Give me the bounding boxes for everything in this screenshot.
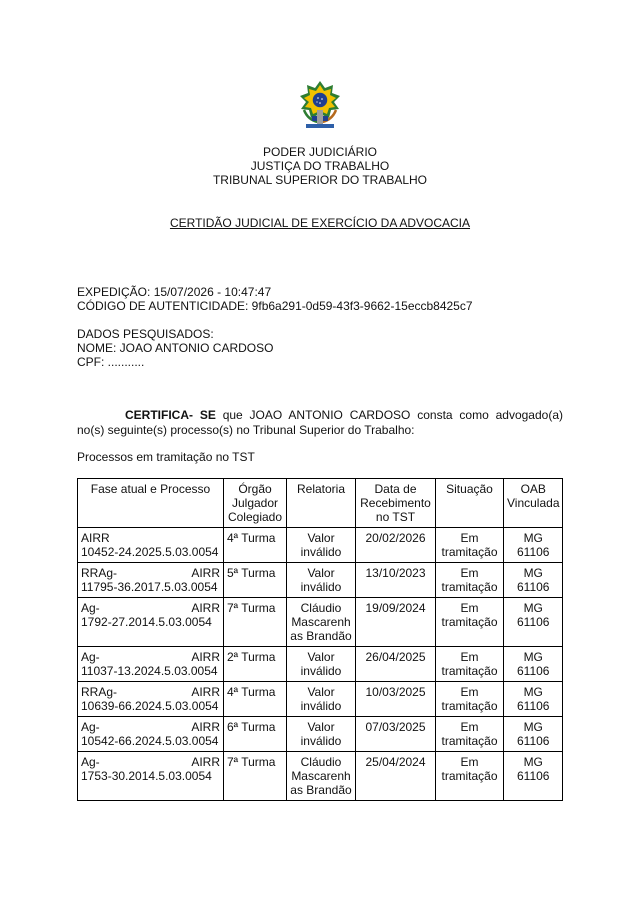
process-number: 10452-24.2025.5.03.0054 [81, 545, 219, 559]
processes-table [77, 478, 563, 801]
col-header-fase: Fase atual e Processo [78, 479, 224, 528]
issuance-date: EXPEDIÇÃO: 15/07/2026 - 10:47:47 [77, 285, 272, 299]
cell-data: 25/04/2024 [356, 752, 436, 801]
certifica-lead: CERTIFICA- SE [125, 408, 216, 422]
process-number: 11795-36.2017.5.03.0054 [81, 580, 218, 594]
process-number: 1753-30.2014.5.03.0054 [81, 769, 212, 783]
cell-relatoria: Valor inválido [287, 528, 356, 563]
col-header-oab: OAB Vinculada [504, 479, 563, 528]
cell-fase [78, 598, 224, 647]
cell-orgao: 6ª Turma [224, 717, 287, 752]
fase-class: RRAg- [81, 566, 118, 580]
process-number: 11037-13.2024.5.03.0054 [81, 664, 218, 678]
fase-class-suffix: AIRR [191, 755, 220, 769]
cell-oab: MG 61106 [504, 682, 563, 717]
table-row [78, 563, 563, 598]
fase-class-suffix: AIRR [191, 601, 220, 615]
fase-class-suffix: AIRR [191, 720, 220, 734]
issuance-info [77, 285, 473, 313]
fase-class: Ag- [81, 650, 100, 664]
cell-data: 20/02/2026 [356, 528, 436, 563]
process-number: 1792-27.2014.5.03.0054 [81, 615, 212, 629]
fase-class: AIRR [81, 531, 110, 545]
cell-orgao: 7ª Turma [224, 752, 287, 801]
search-name: NOME: JOAO ANTONIO CARDOSO [77, 341, 274, 355]
header-line-1: PODER JUDICIÁRIO [262, 145, 377, 159]
fase-class: RRAg- [81, 685, 118, 699]
cell-oab: MG 61106 [504, 752, 563, 801]
cell-situacao: Em tramitação [436, 563, 504, 598]
cell-orgao: 5ª Turma [224, 563, 287, 598]
coat-of-arms-emblem [298, 80, 342, 132]
col-header-orgao: Órgão Julgador Colegiado [224, 479, 287, 528]
cell-relatoria: Valor inválido [287, 682, 356, 717]
certifica-text: que JOAO ANTONIO CARDOSO consta como advogado(a) no(s) seguinte(s) processo(s) no Tribunal Superior do Trabalho: [77, 408, 563, 437]
header-line-2: JUSTIÇA DO TRABALHO [250, 159, 390, 173]
cell-relatoria: Valor inválido [287, 563, 356, 598]
cell-relatoria: Valor inválido [287, 717, 356, 752]
cell-fase [78, 717, 224, 752]
process-number: 10639-66.2024.5.03.0054 [81, 699, 219, 713]
certification-paragraph [77, 408, 563, 438]
search-cpf: CPF: ........... [77, 355, 145, 369]
fase-class: Ag- [81, 720, 100, 734]
search-data [77, 327, 273, 369]
section-title: Processos em tramitação no TST [77, 450, 255, 464]
cell-relatoria: Cláudio Mascarenh as Brandão [287, 598, 356, 647]
cell-data: 07/03/2025 [356, 717, 436, 752]
cell-oab: MG 61106 [504, 647, 563, 682]
cell-fase [78, 682, 224, 717]
table-row [78, 717, 563, 752]
cell-orgao: 2ª Turma [224, 647, 287, 682]
table-row [78, 647, 563, 682]
cell-relatoria: Cláudio Mascarenh as Brandão [287, 752, 356, 801]
cell-oab: MG 61106 [504, 598, 563, 647]
cell-oab: MG 61106 [504, 528, 563, 563]
institution-header [0, 145, 640, 187]
cell-fase [78, 752, 224, 801]
cell-data: 19/09/2024 [356, 598, 436, 647]
col-header-data: Data de Recebimento no TST [356, 479, 436, 528]
cell-orgao: 4ª Turma [224, 528, 287, 563]
cell-situacao: Em tramitação [436, 717, 504, 752]
cell-fase [78, 563, 224, 598]
cell-data: 10/03/2025 [356, 682, 436, 717]
cell-orgao: 4ª Turma [224, 682, 287, 717]
cell-situacao: Em tramitação [436, 752, 504, 801]
table-row [78, 682, 563, 717]
table-header-row [78, 479, 563, 528]
cell-fase [78, 647, 224, 682]
cell-fase [78, 528, 224, 563]
col-header-relatoria: Relatoria [287, 479, 356, 528]
col-header-situacao: Situação [436, 479, 504, 528]
cell-situacao: Em tramitação [436, 682, 504, 717]
table-row [78, 752, 563, 801]
fase-class: Ag- [81, 755, 100, 769]
cell-situacao: Em tramitação [436, 647, 504, 682]
cell-oab: MG 61106 [504, 717, 563, 752]
cell-data: 13/10/2023 [356, 563, 436, 598]
cell-data: 26/04/2025 [356, 647, 436, 682]
certificate-title: CERTIDÃO JUDICIAL DE EXERCÍCIO DA ADVOCACIA [169, 216, 471, 230]
table-row [78, 528, 563, 563]
header-line-3: TRIBUNAL SUPERIOR DO TRABALHO [212, 173, 428, 187]
fase-class-suffix: AIRR [191, 650, 220, 664]
cell-situacao: Em tramitação [436, 528, 504, 563]
cell-situacao: Em tramitação [436, 598, 504, 647]
fase-class-suffix: AIRR [191, 685, 220, 699]
authenticity-code: CÓDIGO DE AUTENTICIDADE: 9fb6a291-0d59-43f3-9662-15eccb8425c7 [77, 299, 473, 313]
cell-oab: MG 61106 [504, 563, 563, 598]
cell-orgao: 7ª Turma [224, 598, 287, 647]
process-number: 10542-66.2024.5.03.0054 [81, 734, 219, 748]
cell-relatoria: Valor inválido [287, 647, 356, 682]
fase-class-suffix: AIRR [191, 566, 220, 580]
table-row [78, 598, 563, 647]
fase-class: Ag- [81, 601, 100, 615]
search-data-label: DADOS PESQUISADOS: [77, 327, 214, 341]
